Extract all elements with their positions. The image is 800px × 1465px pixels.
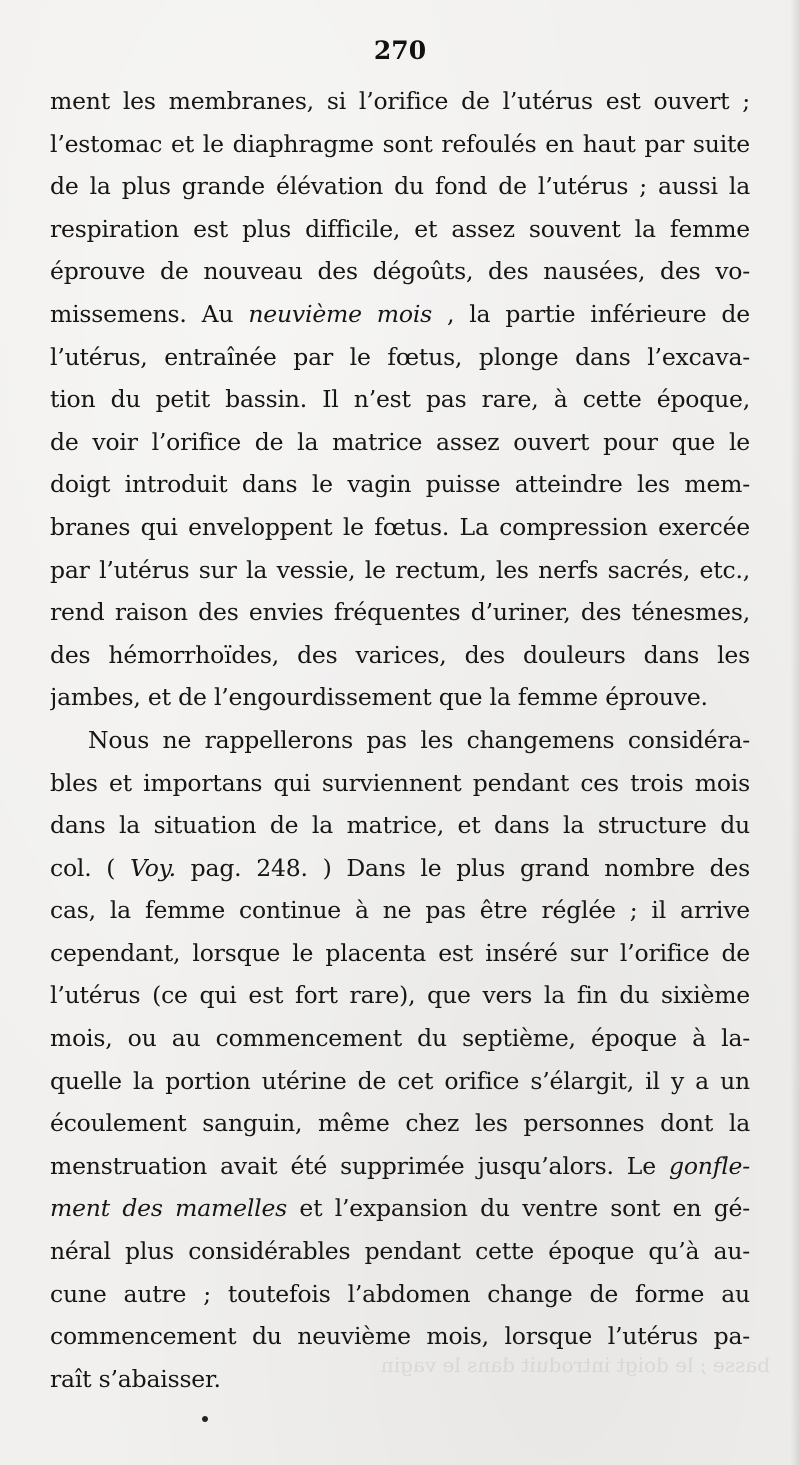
text-line: ment les membranes, si l’orifice de l’utérus est ouvert ;: [50, 87, 750, 115]
text-run: pag. 248. ) Dans le plus grand nombre des: [175, 853, 750, 882]
text-line: cependant, lorsque le placenta est inséré sur l’orifice de: [50, 938, 750, 967]
text-line: commencement du neuvième mois, lorsque l’utérus pa-: [50, 1322, 750, 1351]
text-line: l’utérus, entraînée par le fœtus, plonge dans l’excava-: [50, 342, 750, 371]
show-through-text: basse ; le doigt introduit dans le vagin: [380, 1353, 770, 1377]
text-line: tion du petit bassin. Il n’est pas rare, à cette époque,: [50, 385, 750, 414]
text-run: et l’expansion du ventre sont en gé-: [287, 1194, 750, 1223]
page-edge-shadow: [790, 0, 800, 1465]
page-number: 270: [373, 36, 427, 65]
text-line: l’estomac et le diaphragme sont refoulés en haut par suite: [50, 129, 750, 158]
italic-run: ment des mamelles: [50, 1194, 288, 1223]
text-line: bles et importans qui surviennent pendant ces trois mois: [50, 768, 750, 797]
text-line: mois, ou au commencement du septième, époque à la-: [50, 1024, 750, 1053]
text-line: [50, 293, 750, 336]
italic-run: neuvième mois: [248, 299, 432, 328]
text-line: dans la situation de la matrice, et dans la structure du: [50, 811, 750, 840]
text-line: l’utérus (ce qui est fort rare), que vers la fin du sixième: [50, 981, 750, 1010]
text-line: écoulement sanguin, même chez les personnes dont la: [50, 1109, 750, 1138]
text-line: Nous ne rappellerons pas les changemens considéra-: [88, 725, 750, 754]
text-line: [50, 1145, 750, 1188]
body-text: [50, 80, 750, 1400]
text-run: missemens. Au: [50, 299, 249, 328]
ink-dot: [202, 1416, 208, 1422]
text-line: doigt introduit dans le vagin puisse atteindre les mem-: [50, 470, 750, 499]
text-line: de voir l’orifice de la matrice assez ouvert pour que le: [50, 427, 750, 456]
text-line: par l’utérus sur la vessie, le rectum, les nerfs sacrés, etc.,: [50, 555, 750, 584]
text-line: éprouve de nouveau des dégoûts, des nausées, des vo-: [50, 257, 750, 286]
text-line: de la plus grande élévation du fond de l’utérus ; aussi la: [50, 172, 750, 201]
text-line: [50, 1187, 750, 1230]
text-line: branes qui enveloppent le fœtus. La compression exercée: [50, 512, 750, 541]
italic-run: Voy.: [130, 853, 176, 882]
text-line: quelle la portion utérine de cet orifice s’élargit, il y a un: [50, 1066, 750, 1095]
text-line: néral plus considérables pendant cette époque qu’à au-: [50, 1237, 750, 1266]
text-line: respiration est plus difficile, et assez souvent la femme: [50, 214, 750, 243]
text-line: cune autre ; toutefois l’abdomen change de forme au: [50, 1279, 750, 1308]
text-line: rend raison des envies fréquentes d’uriner, des ténesmes,: [50, 598, 750, 627]
text-line: jambes, et de l’engourdissement que la femme éprouve.: [50, 683, 708, 712]
text-run: menstruation avait été supprimée jusqu’alors. Le: [50, 1151, 669, 1180]
text-line: raît s’abaisser.: [50, 1364, 221, 1393]
text-line: des hémorrhoïdes, des varices, des douleurs dans les: [50, 640, 750, 669]
text-line: cas, la femme continue à ne pas être réglée ; il arrive: [50, 896, 750, 925]
italic-run: gonfle-: [669, 1151, 750, 1180]
text-line: [50, 847, 750, 890]
text-run: , la partie inférieure de: [432, 299, 750, 328]
text-run: col. (: [50, 853, 131, 882]
